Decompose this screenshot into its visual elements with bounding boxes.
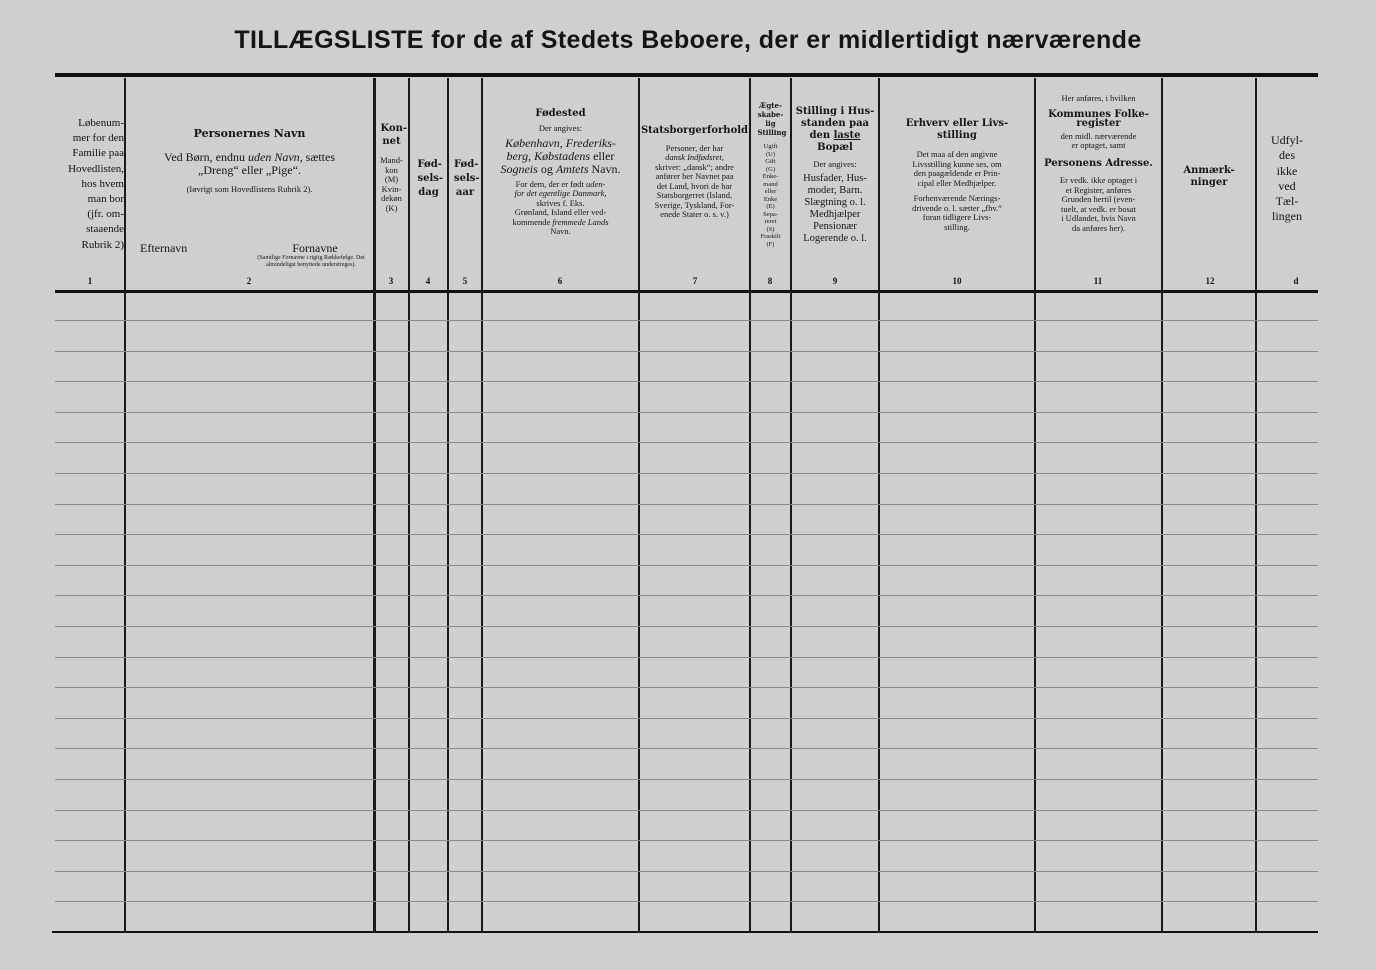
- ruled-line: [55, 351, 1318, 352]
- header-line: Rubrik 2): [81, 238, 124, 251]
- ruled-line: [55, 810, 1318, 811]
- header-text-italic: fremmede Lands: [552, 216, 609, 227]
- column-2-header: [128, 128, 371, 195]
- column-number: 10: [952, 276, 962, 286]
- column-5-header: [449, 158, 481, 200]
- column-3-header: [375, 122, 408, 213]
- header-text: Her anføres, i hvilken: [1061, 93, 1136, 103]
- header-line: (G): [765, 165, 776, 173]
- column-number: 8: [767, 276, 773, 286]
- ruled-line: [55, 626, 1318, 627]
- given-names-subheader: Fornavne: [292, 241, 338, 255]
- header-line: det Land, hvori de har: [656, 180, 733, 191]
- ruled-line: [55, 412, 1318, 413]
- header-line: (E): [766, 203, 775, 210]
- column-heading: Fød-sels-dag: [417, 159, 444, 198]
- header-line: ikke: [1276, 163, 1298, 178]
- header-text: Grønland, Island eller ved-: [514, 207, 607, 217]
- header-line: Husfader, Hus-: [803, 172, 867, 184]
- ruled-line: [55, 504, 1318, 505]
- header-text: Der angives:: [538, 123, 583, 133]
- header-text-italic: for det egentlige Danmark,: [514, 188, 607, 198]
- header-line: Statsborgerret (Island,: [656, 190, 733, 200]
- header-line: Løbenum-: [78, 117, 124, 129]
- given-names-note: (Samtlige Fornavne i rigtig Rækkefølge. Det almindeligst benyttede understreges).: [257, 255, 365, 268]
- header-line: Fraskilt: [760, 233, 781, 240]
- header-line: foran tidligere Livs-: [922, 212, 992, 222]
- ruled-line: [55, 442, 1318, 443]
- column-number: 11: [1093, 276, 1103, 286]
- column-6-header: [484, 108, 637, 237]
- column-9-header: [792, 106, 878, 245]
- header-line: et Register, anføres: [1065, 184, 1132, 195]
- column-8-header: [751, 101, 790, 248]
- column-divider: [1161, 78, 1163, 933]
- header-text: Navn.: [550, 226, 571, 236]
- header-line: mer for den: [72, 132, 124, 145]
- header-line: den paagældende er Prin-: [913, 168, 1001, 178]
- header-line: Tæl-: [1275, 194, 1299, 209]
- ruled-line: [55, 901, 1318, 902]
- column-divider: [408, 78, 410, 933]
- header-text: „Dreng“ eller „Pige“.: [198, 163, 301, 177]
- header-text: Navn.: [588, 161, 621, 176]
- header-line: er optaget, samt: [1071, 140, 1126, 150]
- header-text: og: [537, 161, 556, 176]
- column-divider: [447, 78, 449, 933]
- ruled-line: [55, 565, 1318, 566]
- column-heading: Personens Adresse.: [1044, 157, 1153, 169]
- header-line: (M): [384, 174, 399, 184]
- header-line: hos hvem: [81, 177, 124, 190]
- column-divider: [1255, 78, 1257, 933]
- header-line: Gift: [765, 158, 776, 165]
- header-line: staaende: [86, 223, 124, 236]
- column-heading: register: [1076, 118, 1121, 129]
- header-line: Det maa af den angivne: [916, 149, 998, 159]
- header-line: Sverige, Tyskland, For-: [654, 199, 735, 210]
- header-text-italic: Amtets: [555, 161, 589, 176]
- column-12-header: [1163, 165, 1255, 189]
- header-line: anfører her Navnet paa: [655, 171, 734, 181]
- header-text-italic: uden-: [585, 178, 606, 189]
- ruled-line: [55, 687, 1318, 688]
- column-1-header: [56, 116, 124, 253]
- ruled-line: [55, 779, 1318, 780]
- header-text: Ved Børn, endnu: [164, 150, 248, 164]
- header-line: enede Stater o. s. v.): [660, 209, 729, 219]
- column-heading: Bopæl: [817, 142, 853, 153]
- column-number: 2: [246, 276, 252, 286]
- header-text: eller: [590, 148, 615, 163]
- ruled-line: [55, 748, 1318, 749]
- header-text: sættes: [302, 150, 335, 164]
- header-text-italic: uden Navn,: [248, 150, 303, 164]
- column-heading: Kommunes Folke-: [1048, 108, 1149, 120]
- column-heading-underlined: laste: [833, 130, 861, 141]
- column-heading: Erhverv eller Livs-: [905, 118, 1009, 129]
- column-10-header: [880, 118, 1034, 232]
- column-heading: stilling: [937, 130, 977, 141]
- column-number: d: [1293, 276, 1299, 286]
- header-line: (F): [766, 240, 775, 248]
- header-text: skrives f. Eks.: [536, 197, 585, 208]
- header-line: mand: [763, 180, 778, 188]
- column-heading: Personernes Navn: [193, 127, 306, 140]
- column-7-header: [640, 126, 749, 220]
- header-line: moder, Barn.: [807, 184, 863, 196]
- header-line: drivende o. l. sætter „fhv.“: [912, 202, 1002, 213]
- column-heading: Fød-sels-aar: [454, 159, 480, 198]
- header-line: (K): [385, 202, 398, 213]
- header-line: Sepa-: [763, 210, 778, 218]
- header-line: Er vedk. ikke optaget i: [1059, 175, 1138, 185]
- header-line: Logerende o. l.: [803, 232, 867, 244]
- column-heading: Fødested: [535, 108, 586, 119]
- header-line: Udfyl-: [1271, 133, 1303, 147]
- header-bottom-rule: [55, 290, 1318, 293]
- header-line: Livsstilling kunne ses, om: [912, 158, 1002, 169]
- column-4-header: [410, 158, 447, 200]
- column-heading: Statsborgerforhold: [640, 125, 749, 136]
- header-line: Forhenværende Nærings-: [913, 193, 1001, 203]
- header-text: For dem, der er født: [515, 178, 586, 189]
- header-line: da anføres her).: [1071, 222, 1126, 233]
- header-line: eller: [764, 188, 777, 195]
- ruled-line: [55, 595, 1318, 596]
- header-line: (U): [765, 150, 776, 158]
- header-line: man bor: [87, 193, 124, 206]
- header-line: Ugift: [763, 143, 778, 150]
- column-heading: Anmærk-: [1183, 165, 1235, 176]
- header-line: Hovedlisten,: [68, 162, 124, 175]
- ruled-line: [55, 473, 1318, 474]
- header-line: des: [1279, 148, 1295, 163]
- header-line: Familie paa: [72, 147, 124, 160]
- column-heading: Stilling i Hus-: [795, 106, 875, 117]
- header-line: stilling.: [944, 221, 970, 232]
- column-number: 1: [87, 276, 93, 286]
- column-11-header: [1036, 94, 1161, 233]
- header-line: skriver: „dansk“; andre: [655, 161, 734, 172]
- column-d-header: [1260, 133, 1314, 225]
- column-number: 5: [462, 276, 468, 286]
- header-line: dekøn: [381, 193, 402, 203]
- column-heading: Kon-net: [380, 123, 408, 147]
- top-rule: [55, 73, 1318, 77]
- column-heading: ninger: [1190, 177, 1228, 188]
- header-line: cipal eller Medhjælper.: [917, 177, 997, 188]
- column-number: 12: [1205, 276, 1215, 286]
- header-line: (jfr. om-: [87, 208, 124, 221]
- column-number: 3: [388, 276, 394, 286]
- ruled-line: [55, 320, 1318, 321]
- header-text-italic: dansk Indfødsret,: [665, 152, 724, 162]
- header-text-italic: København, Frederiks-: [505, 135, 616, 150]
- column-heading: den: [809, 130, 834, 141]
- surname-subheader: Efternavn: [140, 241, 188, 255]
- bottom-rule: [52, 931, 1318, 933]
- ruled-line: [55, 718, 1318, 719]
- header-line: reret: [764, 218, 777, 225]
- form-title: TILLÆGSLISTE for de af Stedets Beboere, der er midlertidigt nærværende: [234, 26, 1142, 54]
- header-line: tuelt, at vedk. er bosat: [1060, 203, 1137, 214]
- column-number: 4: [425, 276, 431, 286]
- header-line: Enke-: [762, 173, 779, 180]
- column-number: 7: [692, 276, 698, 286]
- header-line: ved: [1278, 178, 1296, 193]
- header-line: Kvin-: [381, 183, 402, 194]
- ruled-line: [55, 657, 1318, 658]
- column-number: 6: [557, 276, 563, 286]
- header-line: den midl. nærværende: [1060, 130, 1137, 141]
- header-line: Pensionær: [813, 220, 857, 232]
- header-note: (Iøvrigt som Hovedlistens Rubrik 2).: [186, 184, 313, 194]
- ruled-line: [55, 381, 1318, 382]
- header-line: Enke: [763, 195, 778, 203]
- header-text-italic: berg, Købstadens: [506, 148, 591, 163]
- header-line: i Udlandet, hvis Navn: [1061, 213, 1136, 223]
- column-heading: Ægte-skabe-lig Stilling: [757, 101, 787, 137]
- header-line: Mand-: [380, 155, 403, 165]
- header-line: Grunden hertil (even-: [1061, 194, 1136, 204]
- column-heading: standen paa: [800, 118, 870, 129]
- ruled-line: [55, 534, 1318, 535]
- header-line: Personer, der har: [665, 142, 724, 153]
- ruled-line: [55, 871, 1318, 872]
- header-text-italic: Sogneis: [500, 161, 538, 176]
- column-divider: [481, 78, 483, 933]
- column-number: 9: [832, 276, 838, 286]
- header-text: kommende: [512, 216, 553, 227]
- ruled-line: [55, 840, 1318, 841]
- header-text: Der angives:: [813, 159, 857, 169]
- header-line: Slægtning o. l.: [804, 196, 866, 208]
- header-line: kon: [385, 164, 398, 175]
- header-line: Medhjælper: [809, 208, 861, 220]
- header-line: (S): [766, 225, 775, 233]
- header-line: lingen: [1272, 209, 1302, 224]
- column-divider: [124, 78, 126, 933]
